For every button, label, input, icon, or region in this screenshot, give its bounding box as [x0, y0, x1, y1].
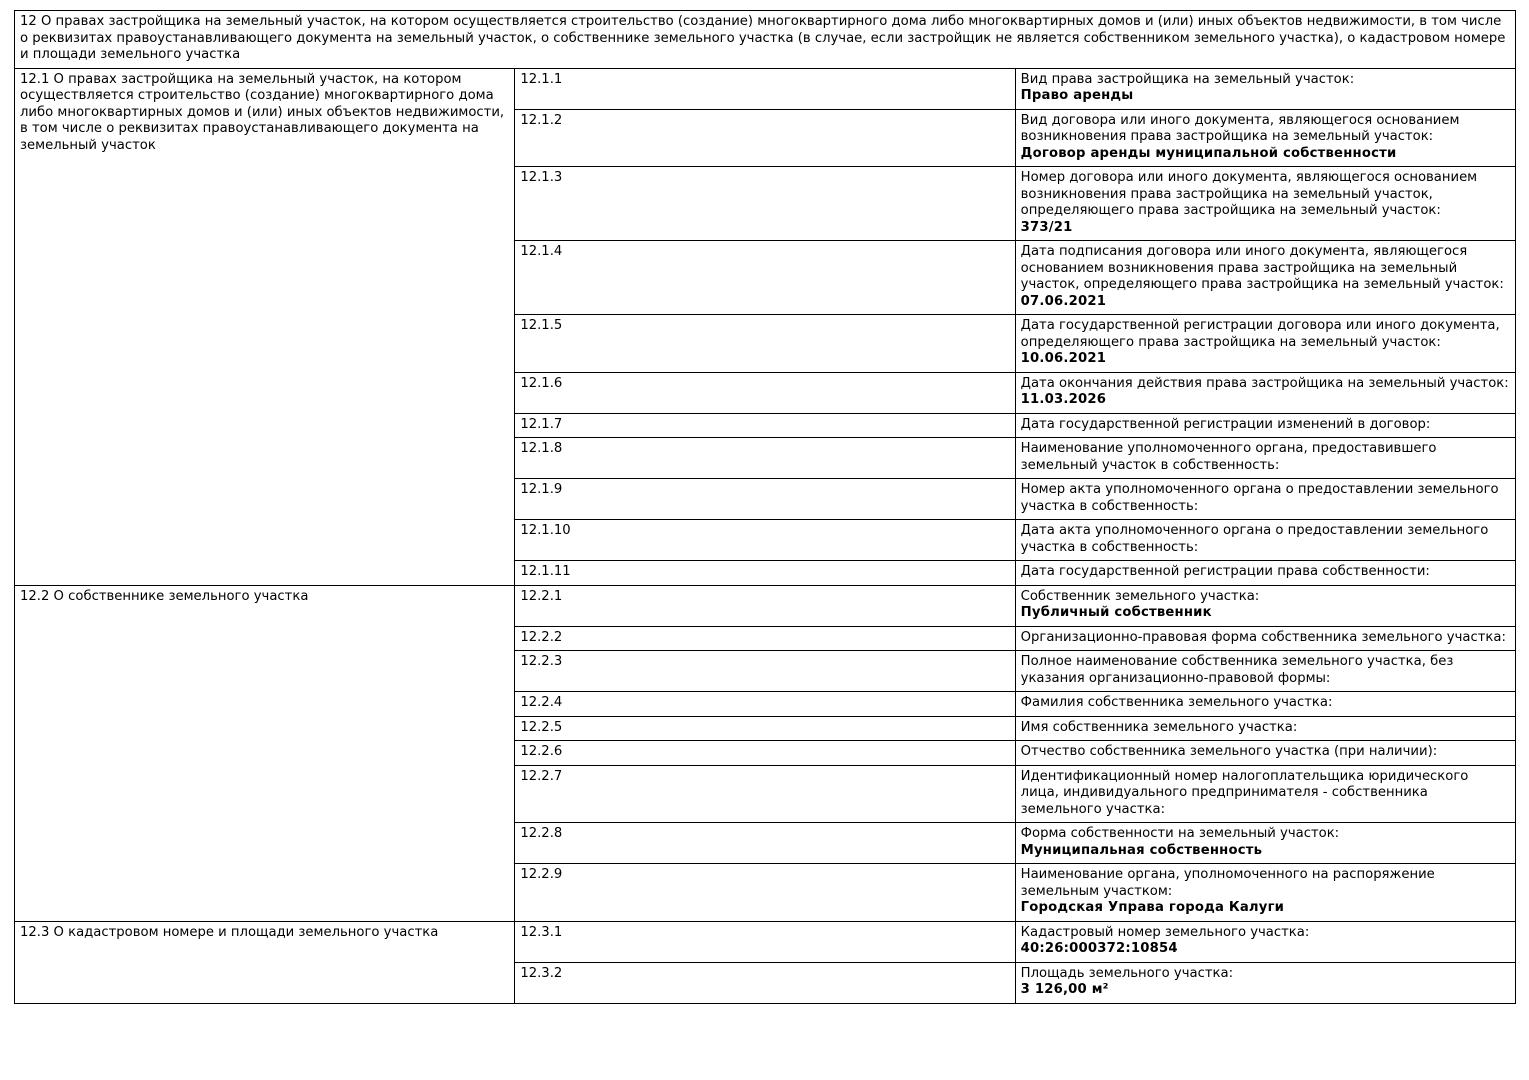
row-code: 12.1.1 [515, 68, 1015, 109]
row-label: Дата государственной регистрации изменений в договор: [1020, 416, 1431, 432]
row-content [1015, 109, 1515, 167]
row-code: 12.1.6 [515, 372, 1015, 413]
row-value: Публичный собственник [1020, 605, 1212, 620]
table-body [15, 11, 1516, 1004]
row-code: 12.2.7 [515, 765, 1015, 823]
land-plot-rights-table [14, 10, 1516, 1004]
row-content [1015, 315, 1515, 373]
row-label: Кадастровый номер земельного участка: [1020, 924, 1310, 940]
row-label: Площадь земельного участка: [1020, 965, 1234, 981]
section-header-row [15, 11, 1516, 69]
row-label: Номер акта уполномоченного органа о предоставлении земельного участка в собственность: [1020, 482, 1499, 514]
row-content [1015, 520, 1515, 561]
row-code: 12.2.2 [515, 626, 1015, 651]
row-content [1015, 241, 1515, 315]
row-content [1015, 765, 1515, 823]
row-content [1015, 864, 1515, 922]
row-label: Дата подписания договора или иного документа, являющегося основанием возникновения права застройщика на земельный участок, определяющего права застройщика на земельный участок: [1020, 244, 1504, 292]
row-label: Вид договора или иного документа, являющегося основанием возникновения права застройщика на земельный участок: [1020, 112, 1460, 144]
row-content [1015, 561, 1515, 586]
row-content [1015, 651, 1515, 692]
row-label: Дата акта уполномоченного органа о предоставлении земельного участка в собственность: [1020, 523, 1489, 555]
row-content [1015, 921, 1515, 962]
table-row [15, 585, 1516, 626]
row-content [1015, 823, 1515, 864]
row-label: Дата окончания действия права застройщика на земельный участок: [1020, 375, 1509, 391]
row-value: Городская Управа города Калуги [1020, 900, 1285, 915]
row-label: Организационно-правовая форма собственника земельного участка: [1020, 629, 1506, 645]
row-content [1015, 962, 1515, 1003]
row-value: 10.06.2021 [1020, 351, 1107, 366]
row-code: 12.1.8 [515, 438, 1015, 479]
row-content [1015, 692, 1515, 717]
row-content [1015, 372, 1515, 413]
row-code: 12.1.10 [515, 520, 1015, 561]
row-value: Договор аренды муниципальной собственности [1020, 145, 1397, 161]
row-code: 12.1.5 [515, 315, 1015, 373]
row-content [1015, 167, 1515, 241]
row-content [1015, 585, 1515, 626]
row-code: 12.1.7 [515, 413, 1015, 438]
row-code: 12.1.2 [515, 109, 1015, 167]
table-row [15, 68, 1516, 109]
row-code: 12.1.4 [515, 241, 1015, 315]
row-value: 373/21 [1020, 219, 1073, 235]
row-label: Наименование органа, уполномоченного на распоряжение земельным участком: [1020, 867, 1435, 899]
row-content [1015, 626, 1515, 651]
row-label: Отчество собственника земельного участка (при наличии): [1020, 744, 1438, 759]
row-code: 12.2.5 [515, 716, 1015, 741]
row-label: Дата государственной регистрации права собственности: [1020, 564, 1430, 579]
group-title-12-2: 12.2 О собственнике земельного участка [15, 585, 515, 921]
row-value: 07.06.2021 [1020, 293, 1107, 309]
row-label: Наименование уполномоченного органа, предоставившего земельный участок в собственность: [1020, 441, 1437, 473]
row-label: Форма собственности на земельный участок: [1020, 826, 1340, 841]
group-title-12-1: 12.1 О правах застройщика на земельный участок, на котором осуществляется строительство (создание) многоквартирного дома либо многоквартирных домов и (или) иных объектов недвижимости, в том числе о реквизитах правоустанавливающего документа на земельный участок [15, 68, 515, 585]
row-value: 40:26:000372:10854 [1020, 941, 1178, 956]
row-code: 12.1.9 [515, 479, 1015, 520]
row-code: 12.2.6 [515, 741, 1015, 766]
row-code: 12.2.3 [515, 651, 1015, 692]
table-row [15, 921, 1516, 962]
section-header-cell: 12 О правах застройщика на земельный участок, на котором осуществляется строительство (создание) многоквартирного дома либо многоквартирных домов и (или) иных объектов недвижимости, в том числе о реквизитах правоустанавливающего документа на земельный участок, о собственнике земельного участка (в случае, если застройщик не является собственником земельного участка), о кадастровом номере и площади земельного участка [15, 11, 1516, 69]
row-label: Дата государственной регистрации договора или иного документа, определяющего права застройщика на земельный участок: [1020, 318, 1500, 350]
row-value: Право аренды [1020, 88, 1134, 103]
row-content [1015, 741, 1515, 766]
row-content [1015, 413, 1515, 438]
row-code: 12.2.9 [515, 864, 1015, 922]
row-code: 12.1.11 [515, 561, 1015, 586]
row-label: Полное наименование собственника земельного участка, без указания организационно-правовой формы: [1020, 654, 1454, 686]
row-code: 12.3.2 [515, 962, 1015, 1003]
group-title-12-3: 12.3 О кадастровом номере и площади земельного участка [15, 921, 515, 1003]
row-content [1015, 716, 1515, 741]
row-code: 12.2.8 [515, 823, 1015, 864]
row-label: Идентификационный номер налогоплательщика юридического лица, индивидуального предпринимателя - собственника земельного участка: [1020, 768, 1469, 817]
row-code: 12.2.4 [515, 692, 1015, 717]
row-content [1015, 68, 1515, 109]
row-code: 12.2.1 [515, 585, 1015, 626]
row-label: Номер договора или иного документа, являющегося основанием возникновения права застройщика на земельный участок, определяющего права застройщика на земельный участок: [1020, 170, 1478, 218]
row-value: 3 126,00 м² [1020, 982, 1109, 997]
row-label: Имя собственника земельного участка: [1020, 719, 1298, 735]
row-label: Фамилия собственника земельного участка: [1020, 695, 1333, 710]
row-label: Собственник земельного участка: [1020, 588, 1260, 604]
row-code: 12.1.3 [515, 167, 1015, 241]
row-value: 11.03.2026 [1020, 392, 1107, 407]
row-label: Вид права застройщика на земельный участок: [1020, 71, 1355, 87]
row-code: 12.3.1 [515, 921, 1015, 962]
row-content [1015, 438, 1515, 479]
row-value: Муниципальная собственность [1020, 842, 1263, 858]
row-content [1015, 479, 1515, 520]
